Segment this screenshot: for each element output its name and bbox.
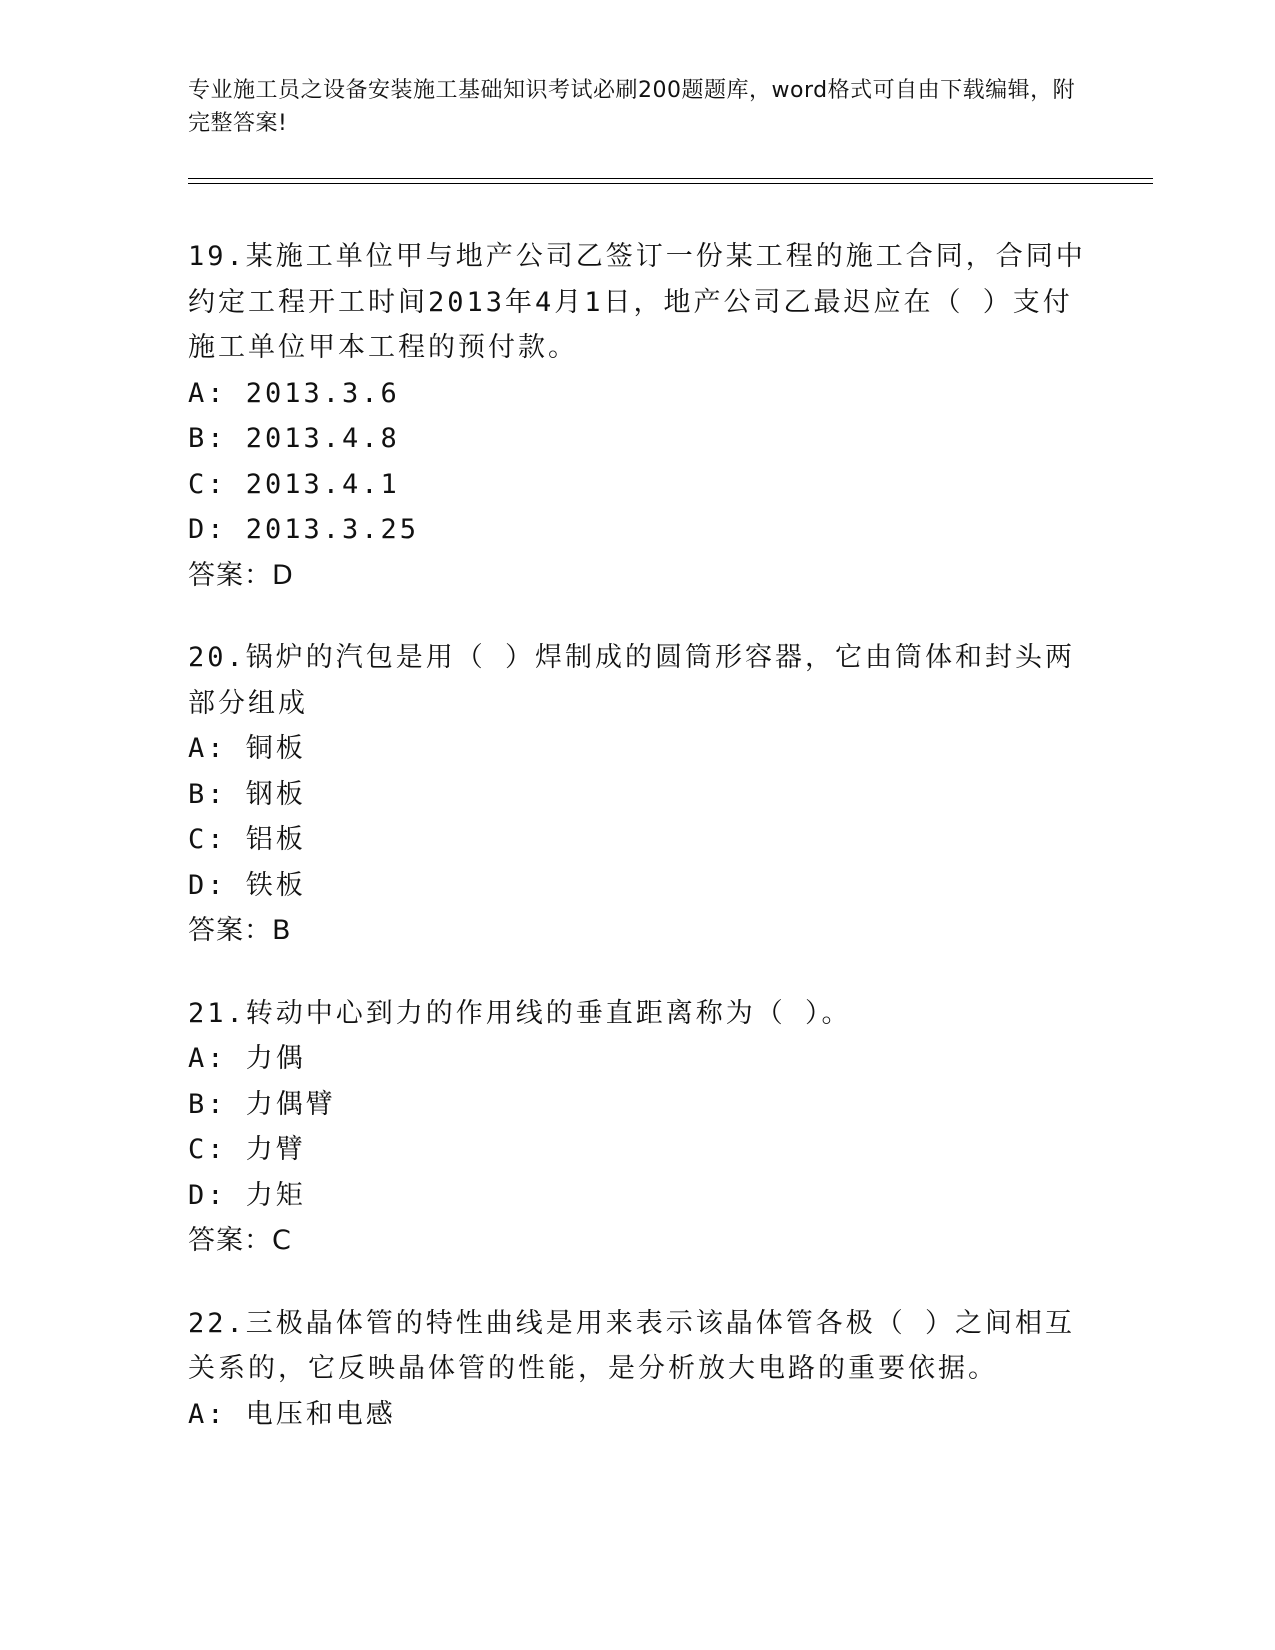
option-b: B: 钢板: [188, 778, 306, 810]
header-divider-bottom: [188, 183, 1153, 184]
option-a: A: 电压和电感: [188, 1398, 396, 1430]
question-22: [188, 1301, 1088, 1438]
question-20: [188, 635, 1088, 954]
option-a: A: 力偶: [188, 1043, 306, 1074]
option-c: C: 2013.4.1: [188, 468, 400, 500]
question-21: [188, 991, 1088, 1264]
option-d: D: 铁板: [188, 869, 306, 901]
option-c: C: 铝板: [188, 824, 306, 855]
option-a: A: 铜板: [188, 733, 306, 764]
question-stem: 19.某施工单位甲与地产公司乙签订一份某工程的施工合同，合同中约定工程开工时间2013年4月1日，地产公司乙最迟应在（ ）支付施工单位甲本工程的预付款。: [188, 241, 1086, 363]
answer-text: 答案：C: [188, 1225, 292, 1256]
option-d: D: 力矩: [188, 1179, 306, 1211]
question-stem: 20.锅炉的汽包是用（ ）焊制成的圆筒形容器，它由筒体和封头两部分组成: [188, 642, 1076, 719]
question-list: [188, 234, 1088, 1474]
question-stem: 22.三极晶体管的特性曲线是用来表示该晶体管各极（ ）之间相互关系的，它反映晶体管的性能，是分析放大电路的重要依据。: [188, 1307, 1076, 1384]
option-b: B: 2013.4.8: [188, 423, 400, 454]
option-d: D: 2013.3.25: [188, 514, 420, 545]
option-c: C: 力臂: [188, 1134, 306, 1165]
question-stem: 21.转动中心到力的作用线的垂直距离称为（ ）。: [188, 997, 852, 1029]
option-a: A: 2013.3.6: [188, 377, 400, 409]
question-19: [188, 234, 1088, 598]
option-b: B: 力偶臂: [188, 1088, 336, 1120]
answer-text: 答案：B: [188, 915, 292, 946]
document-header: 专业施工员之设备安装施工基础知识考试必刷200题题库，word格式可自由下载编辑，附完整答案!: [188, 78, 1076, 136]
answer-text: 答案：D: [188, 559, 294, 591]
header-divider-top: [188, 178, 1153, 179]
